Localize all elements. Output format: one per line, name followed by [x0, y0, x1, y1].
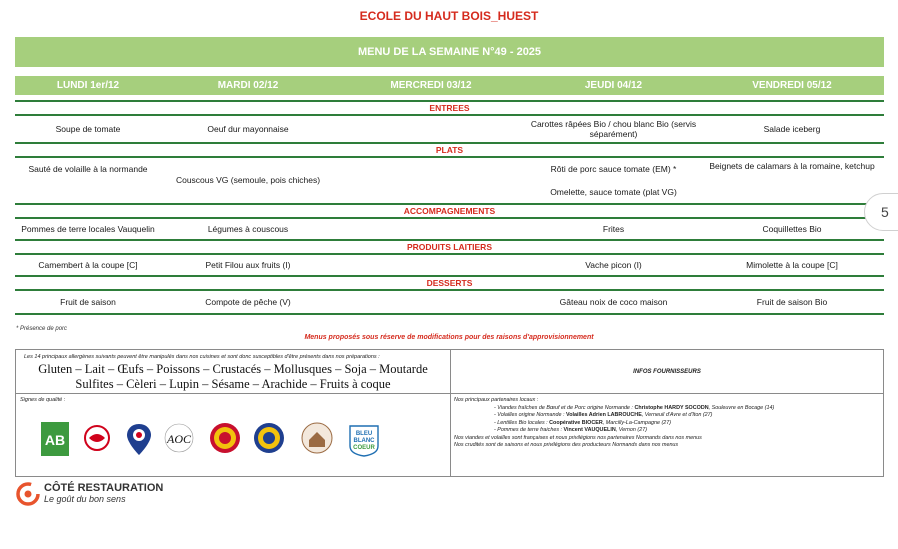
allergens-line: Sulfites – Cèleri – Lupin – Sésame – Arachide – Fruits à coque	[75, 377, 391, 391]
menu-cell: Gâteau noix de coco maison	[559, 296, 668, 307]
row-plats	[15, 158, 884, 203]
supplier-line: - Lentilles Bio locales : Coopérative BIOCER, Marcilly-La-Campagne (27)	[494, 419, 672, 426]
menu-cell: Beignets de calamars à la romaine, ketchup	[709, 161, 875, 171]
brand-name: CÔTÉ RESTAURATION	[44, 482, 164, 494]
supplier-note: Nos crudités sont de saisons et nous privilégions des producteurs Normands dans nos menus	[454, 442, 679, 448]
supplier-note: Nos viandes et volailles sont françaises et nous privilégions nos partenaires Normands dans nos menus	[454, 434, 702, 441]
aoc-logo	[162, 420, 196, 458]
info-box	[15, 349, 884, 477]
section-accompagnements-label: ACCOMPAGNEMENTS	[403, 206, 496, 216]
svg-text:AOC: AOC	[167, 432, 191, 446]
quality-logos	[38, 420, 438, 460]
divider	[15, 313, 884, 315]
menu-cell: Oeuf dur mayonnaise	[207, 123, 289, 134]
menu-cell: Compote de pêche (V)	[205, 296, 291, 307]
aop-logo	[208, 420, 242, 458]
igp-logo	[252, 420, 286, 458]
brand-logo-icon	[16, 482, 40, 506]
svg-text:BLANC: BLANC	[353, 438, 375, 444]
row-entrees	[15, 116, 884, 142]
day-monday: LUNDI 1er/12	[56, 80, 120, 91]
page-number: 5	[881, 204, 889, 220]
menu-cell: Petit Filou aux fruits (I)	[205, 259, 291, 270]
menu-cell-thursday-plats	[527, 158, 700, 203]
quality-signs-title: Signes de qualité :	[20, 397, 66, 403]
week-title-bar	[15, 37, 884, 67]
menu-cell: Légumes à couscous	[207, 223, 289, 234]
brand-footer	[16, 481, 206, 507]
menu-cell: Couscous VG (semoule, pois chiches)	[175, 175, 321, 186]
menu-cell: Fruit de saison	[60, 296, 116, 307]
day-tuesday: MARDI 02/12	[217, 80, 279, 91]
day-wednesday: MERCREDI 03/12	[390, 80, 472, 91]
allergens-line: Gluten – Lait – Œufs – Poissons – Crustacés – Mollusques – Soja – Moutarde	[38, 362, 428, 376]
label-rouge-logo	[80, 420, 114, 458]
row-desserts	[15, 291, 884, 313]
suppliers-title: INFOS FOURNISSEURS	[633, 369, 701, 375]
page-number-tab[interactable]	[864, 193, 898, 231]
menu-cell: Soupe de tomate	[55, 123, 121, 134]
section-laitiers-label: PRODUITS LAITIERS	[406, 242, 492, 252]
row-accompagnements	[15, 219, 884, 239]
menu-cell: Coquillettes Bio	[762, 223, 822, 234]
divider	[16, 393, 883, 394]
suppliers-intro: Nos principaux partenaires locaux :	[454, 397, 539, 403]
menu-cell: Sauté de volaille à la normande	[28, 164, 148, 174]
section-plats-label: PLATS	[435, 145, 464, 155]
day-friday: VENDREDI 05/12	[752, 80, 832, 91]
days-header	[15, 76, 884, 95]
week-title: MENU DE LA SEMAINE N°49 - 2025	[357, 46, 542, 58]
bleu-blanc-coeur-logo	[344, 420, 384, 458]
school-title: ECOLE DU HAUT BOIS_HUEST	[359, 9, 539, 23]
menu-cell: Salade iceberg	[763, 123, 821, 134]
menu-cell: Carottes râpées Bio / chou blanc Bio (servis séparément)	[530, 118, 697, 139]
svg-text:BLEU: BLEU	[355, 431, 373, 437]
suppliers-list	[454, 397, 882, 450]
menu-cell: Mimolette à la coupe [C]	[746, 259, 838, 270]
menu-cell: Vache picon (I)	[585, 259, 642, 270]
menu-cell: Fruit de saison Bio	[756, 296, 828, 307]
pork-note: * Présence de porc	[16, 326, 68, 332]
supplier-line: - Viandes fraîches de Bœuf et de Porc origine Normande : Christophe HARDY SOCODN, Souleuvre en Bocage (14)	[494, 404, 775, 411]
menu-cell: Pommes de terre locales Vauquelin	[21, 223, 155, 234]
menu-cell: Rôti de porc sauce tomate (EM) *	[550, 164, 677, 175]
menu-cell: Camembert à la coupe [C]	[38, 259, 138, 270]
section-desserts-label: DESSERTS	[426, 278, 473, 288]
svg-text:COEUR: COEUR	[353, 445, 375, 451]
svg-text:AB: AB	[44, 432, 66, 448]
agriculture-bio-logo	[38, 420, 72, 458]
supplier-line: - Volailles origine Normande : Volailles Adrien LABROUCHE, Verneuil d'Avre et d'Iton (27)	[494, 412, 713, 418]
allergens-intro: Les 14 principaux allergènes suivants peuvent être manipulés dans nos cuisines et sont donc susceptibles d'être présents dans nos préparations :	[24, 354, 380, 360]
location-pin-icon	[122, 420, 156, 458]
fait-maison-logo	[300, 420, 334, 458]
menu-cell: Frites	[602, 223, 625, 234]
day-thursday: JEUDI 04/12	[584, 80, 643, 91]
row-laitiers	[15, 255, 884, 275]
section-entrees-label: ENTREES	[429, 103, 470, 113]
menu-table	[15, 100, 884, 315]
supplier-line: - Pommes de terre fraiches : Vincent VAUQUELIN, Vernon (27)	[494, 427, 647, 433]
brand-tagline: Le goût du bon sens	[44, 494, 126, 504]
reserve-note: Menus proposés sous réserve de modifications pour des raisons d'approvisionnement	[304, 334, 594, 341]
menu-cell-alternative: Omelette, sauce tomate (plat VG)	[550, 186, 677, 197]
allergens-list	[16, 362, 450, 392]
